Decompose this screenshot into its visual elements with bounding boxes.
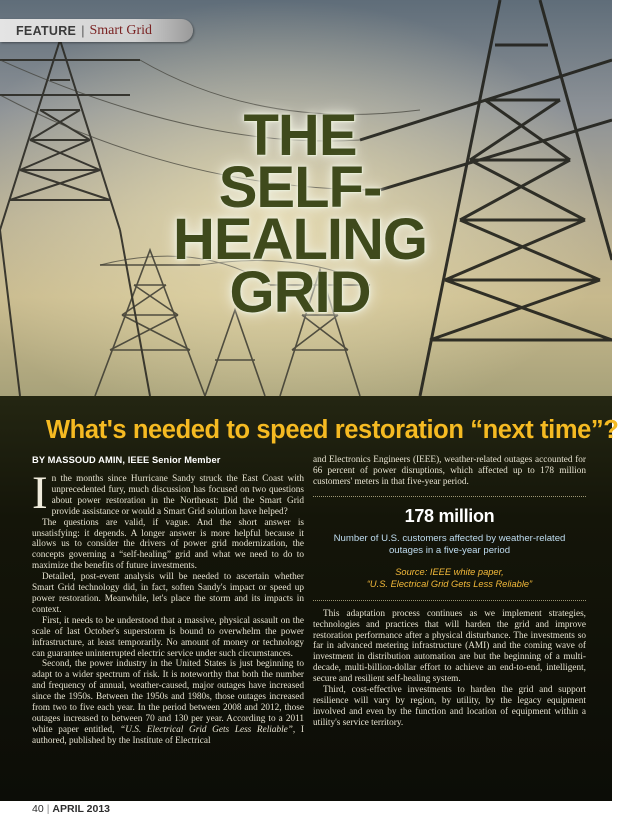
article-headline: What's needed to speed restoration “next time”? [46,416,619,444]
footer-separator: | [46,803,50,815]
paragraph-1-text: n the months since Hurricane Sandy struck the East Coast with unprecedented fury, much discussion has focused on two questions about power restoration in the Northeast: Did the Smart Grid provide assistance or would a Smart Grid solution have helped? [51,474,304,517]
title-line-1: THE [243,103,357,168]
title-line-3: GRID [229,259,371,325]
paper-title-link: “U.S. Electrical Grid Gets Less Reliable” [120,724,293,735]
article-title [120,103,480,325]
callout-source-label: Source: IEEE white paper, [395,566,504,577]
callout-stat: 178 million [404,505,495,526]
feature-label: FEATURE [16,23,77,38]
right-paragraph-3: Third, cost-effective investments to harden the grid and support resilience will vary by region, by utility, by the legacy equipment involved and even by the function and location of equipment within a utility's service territory. [313,685,586,728]
section-tab [0,19,193,42]
paragraph-5-text: Second, the power industry in the United States is just beginning to adapt to a wider spectrum of risk. It is noteworthy that both the number and frequency of annual, weather-caused, major outages have increased since the 1950s. Between the 1950s and 1980s, those outages increased from two to five each year. In the period between 2008 and 2012, those outages increased to between 70 and 130 per year. According to a 2011 white paper entitled, [32,659,304,735]
page-number: 40 [32,803,44,815]
stat-callout [313,496,586,601]
paragraph-3: Detailed, post-event analysis will be needed to ascertain whether Smart Grid technology did, in fact, soften Sandy's impact or speed up power restoration. Meanwhile, let's place the storm and its impacts in context. [32,572,304,615]
callout-source-title: “U.S. Electrical Grid Gets Less Reliable” [366,578,533,589]
section-name: Smart Grid [89,22,153,38]
paragraph-2: The questions are valid, if vague. And the short answer is unsatisfying: it depends. A longer answer is more helpful because it allows us to consider the drivers of power grid modernization, the concepts governing a “self-healing” grid and what we need to do to maximize the benefits of future investments. [32,517,304,572]
byline: BY MASSOUD AMIN, IEEE Senior Member [32,455,221,465]
issue-date: APRIL 2013 [52,803,111,815]
paragraph-5 [32,659,304,746]
right-column [313,455,586,729]
hero-image [0,0,612,396]
callout-description: Number of U.S. customers affected by weather-related outages in a five-year period [333,532,566,556]
drop-cap: I [32,467,48,519]
tab-separator: | [81,23,85,38]
right-paragraph-1: and Electronics Engineers (IEEE), weather-related outages accounted for 66 percent of power disruptions, which affected up to 178 million customers' meters in that five-year period. [313,455,586,487]
left-column [32,455,304,747]
paragraph-5-end: , I authored, published by the Institute of Electrical [32,724,304,746]
title-line-2: SELF-HEALING [173,155,427,273]
paragraph-1 [32,467,304,519]
page-footer [32,803,110,815]
right-paragraph-2: This adaptation process continues as we implement strategies, technologies and practices that will harden the grid and improve restoration performance after a physical disturbance. The investments so far in advanced metering infrastructure (AMI) and the coming wave of investment in distribution automation are but the beginning of a multi-decade, multi-billion-dollar effort to achieve an end-to-end, intelligent, secure and resilient self-healing system. [313,608,586,685]
callout-source [313,566,586,590]
paragraph-4: First, it needs to be understood that a massive, physical assault on the scale of last October's superstorm is bound to overwhelm the power infrastructure, at least temporarily. No amount of money or technology can guarantee uninterrupted electric service under such circumstances. [32,615,304,659]
